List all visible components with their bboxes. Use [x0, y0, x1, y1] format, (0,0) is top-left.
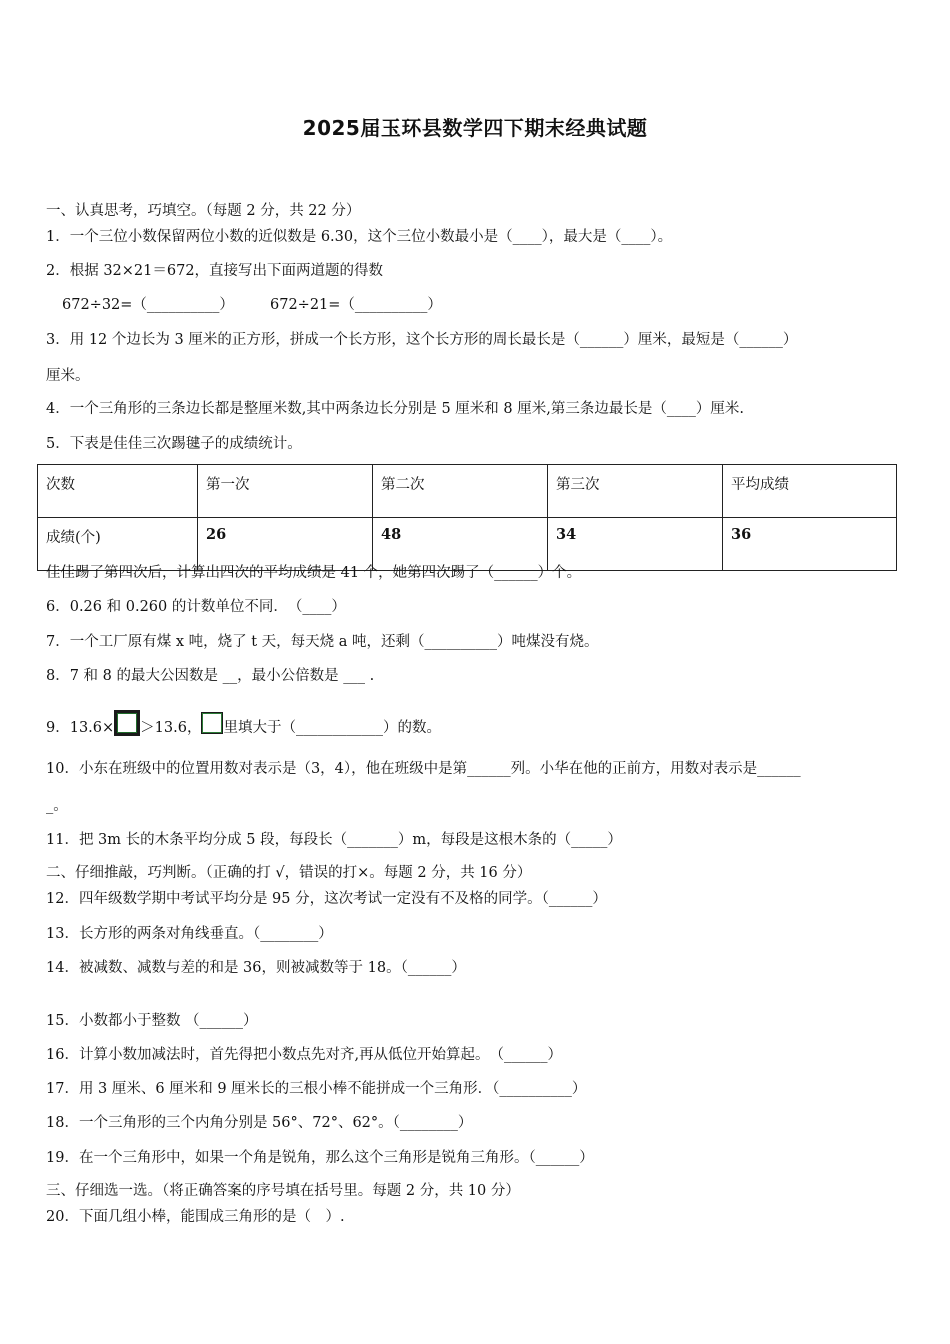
question-11: 11．把 3m 长的木条平均分成 5 段，每段长（_______）m，每段是这根木条的（_____） — [46, 832, 622, 848]
table-cell: 成绩(个) — [38, 518, 198, 571]
question-19: 19．在一个三角形中，如果一个角是锐角，那么这个三角形是锐角三角形。（______） — [46, 1150, 594, 1166]
table-cell: 48 — [373, 518, 548, 571]
question-13: 13．长方形的两条对角线垂直。（________） — [46, 926, 333, 942]
question-2: 2．根据 32×21＝672，直接写出下面两道题的得数 — [46, 263, 384, 279]
question-9-part-b: ＞13.6， — [140, 720, 202, 736]
square-box-small-icon — [201, 712, 223, 734]
question-7: 7．一个工厂原有煤 x 吨，烧了 t 天，每天烧 a 吨，还剩（__________）吨煤没有烧。 — [46, 634, 599, 650]
table-cell: 第二次 — [373, 465, 548, 518]
section-2-heading: 二、仔细推敲，巧判断。（正确的打 √，错误的打×。每题 2 分，共 16 分） — [46, 865, 532, 881]
question-2b: 672÷21=（__________） — [270, 297, 442, 313]
section-1-heading: 一、认真思考，巧填空。（每题 2 分，共 22 分） — [46, 203, 361, 219]
question-5-cont: 佳佳踢了第四次后，计算出四次的平均成绩是 41 个，她第四次踢了（______）个。 — [46, 565, 582, 581]
question-9-part-c: 里填大于（____________）的数。 — [223, 720, 441, 736]
question-6: 6．0.26 和 0.260 的计数单位不同． （____） — [46, 599, 346, 615]
question-16: 16．计算小数加减法时，首先得把小数点先对齐,再从低位开始算起。 （______） — [46, 1047, 563, 1063]
question-3-cont: 厘米。 — [46, 368, 90, 384]
table-header-row — [38, 465, 897, 518]
page-title: 2025届玉环县数学四下期末经典试题 — [302, 116, 648, 140]
question-8: 8．7 和 8 的最大公因数是 __，最小公倍数是 ___ . — [46, 668, 375, 684]
table-cell: 第三次 — [548, 465, 723, 518]
table-cell: 34 — [548, 518, 723, 571]
section-3-heading: 三、仔细选一选。（将正确答案的序号填在括号里。每题 2 分，共 10 分） — [46, 1183, 520, 1199]
question-10-cont: _。 — [46, 798, 68, 814]
question-5: 5．下表是佳佳三次踢毽子的成绩统计。 — [46, 436, 302, 452]
question-9-part-a: 9．13.6× — [46, 720, 115, 736]
question-14: 14．被减数、减数与差的和是 36，则被减数等于 18。（______） — [46, 960, 466, 976]
question-4: 4．一个三角形的三条边长都是整厘米数,其中两条边长分别是 5 厘米和 8 厘米,第三条边最长是（____）厘米. — [46, 401, 744, 417]
question-12: 12．四年级数学期中考试平均分是 95 分，这次考试一定没有不及格的同学。（______） — [46, 891, 607, 907]
question-17: 17．用 3 厘米、6 厘米和 9 厘米长的三根小棒不能拼成一个三角形．（__________） — [46, 1081, 587, 1097]
question-18: 18．一个三角形的三个内角分别是 56°、72°、62°。（________） — [46, 1115, 473, 1131]
question-1: 1．一个三位小数保留两位小数的近似数是 6.30，这个三位小数最小是（____），最大是（____）。 — [46, 229, 673, 245]
table-cell: 平均成绩 — [723, 465, 897, 518]
question-9 — [46, 710, 441, 738]
question-2a: 672÷32=（__________） — [62, 297, 234, 313]
question-10: 10．小东在班级中的位置用数对表示是（3，4），他在班级中是第______列。小华在他的正前方，用数对表示是______ — [46, 761, 801, 777]
question-3: 3．用 12 个边长为 3 厘米的正方形，拼成一个长方形，这个长方形的周长最长是（______）厘米，最短是（______） — [46, 332, 798, 348]
table-cell: 26 — [198, 518, 373, 571]
square-box-icon — [114, 710, 140, 736]
table-cell: 36 — [723, 518, 897, 571]
table-cell: 次数 — [38, 465, 198, 518]
table-cell: 第一次 — [198, 465, 373, 518]
question-20: 20．下面几组小棒，能围成三角形的是（ ）. — [46, 1209, 345, 1225]
score-table — [37, 464, 897, 571]
question-15: 15．小数都小于整数 （______） — [46, 1013, 258, 1029]
